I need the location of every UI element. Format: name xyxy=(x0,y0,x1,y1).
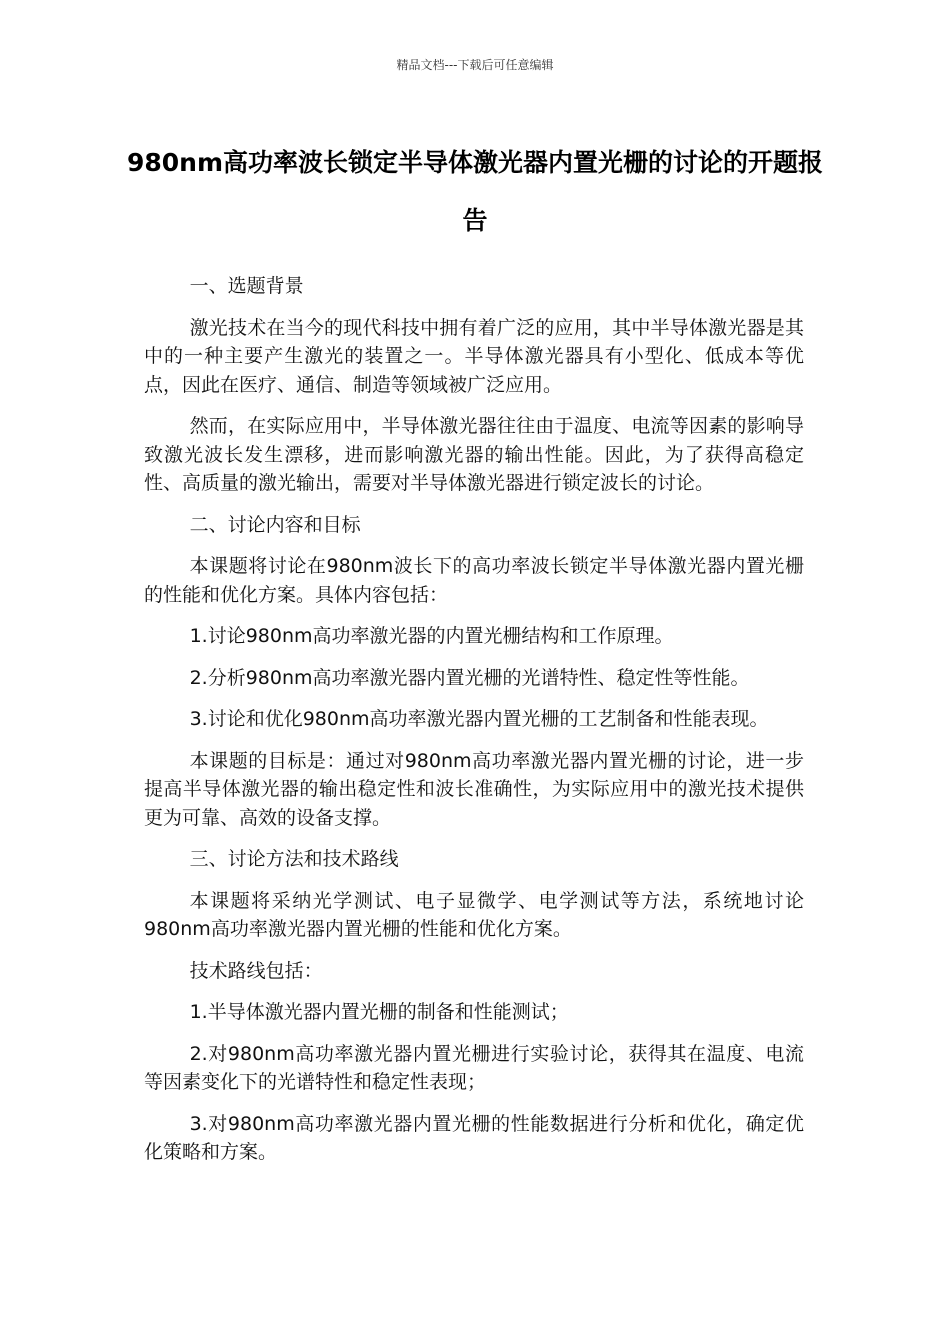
section-heading-background: 一、选题背景 xyxy=(189,275,304,297)
list-item: 1.半导体激光器内置光栅的制备和性能测试； xyxy=(189,1001,569,1023)
list-item: 2.分析980nm高功率激光器内置光栅的光谱特性、稳定性等性能。 xyxy=(189,666,750,689)
paragraph: 本课题将采纳光学测试、电子显微学、电学测试等方法，系统地讨论980nm高功率激光器内置光栅的性能和优化方案。 xyxy=(144,889,804,940)
paragraph: 技术路线包括： xyxy=(189,959,323,982)
paragraph: 然而，在实际应用中，半导体激光器往往由于温度、电流等因素的影响导致激光波长发生漂移，进而影响激光器的输出性能。因此，为了获得高稳定性、高质量的激光输出，需要对半导体激光器进行锁定波长的讨论。 xyxy=(144,415,804,494)
header-note: 精品文档---下载后可任意编辑 xyxy=(396,58,554,72)
paragraph: 本课题的目标是：通过对980nm高功率激光器内置光栅的讨论，进一步提高半导体激光器的输出稳定性和波长准确性，为实际应用中的激光技术提供更为可靠、高效的设备支撑。 xyxy=(144,749,804,829)
section-heading-methods: 三、讨论方法和技术路线 xyxy=(189,848,399,870)
list-item: 1.讨论980nm高功率激光器的内置光栅结构和工作原理。 xyxy=(189,625,674,647)
document-title: 980nm高功率波长锁定半导体激光器内置光栅的讨论的开题报告 xyxy=(126,148,824,235)
paragraph: 激光技术在当今的现代科技中拥有着广泛的应用，其中半导体激光器是其中的一种主要产生激光的装置之一。半导体激光器具有小型化、低成本等优点，因此在医疗、通信、制造等领域被广泛应用。 xyxy=(144,316,804,396)
paragraph: 本课题将讨论在980nm波长下的高功率波长锁定半导体激光器内置光栅的性能和优化方案。具体内容包括： xyxy=(144,555,804,606)
list-item: 3.对980nm高功率激光器内置光栅的性能数据进行分析和优化，确定优化策略和方案。 xyxy=(144,1112,804,1163)
list-item: 2.对980nm高功率激光器内置光栅进行实验讨论，获得其在温度、电流等因素变化下的光谱特性和稳定性表现； xyxy=(144,1042,804,1093)
document-body xyxy=(144,272,804,1180)
section-heading-content-goals: 二、讨论内容和目标 xyxy=(189,513,361,536)
list-item: 3.讨论和优化980nm高功率激光器内置光栅的工艺制备和性能表现。 xyxy=(189,708,769,730)
